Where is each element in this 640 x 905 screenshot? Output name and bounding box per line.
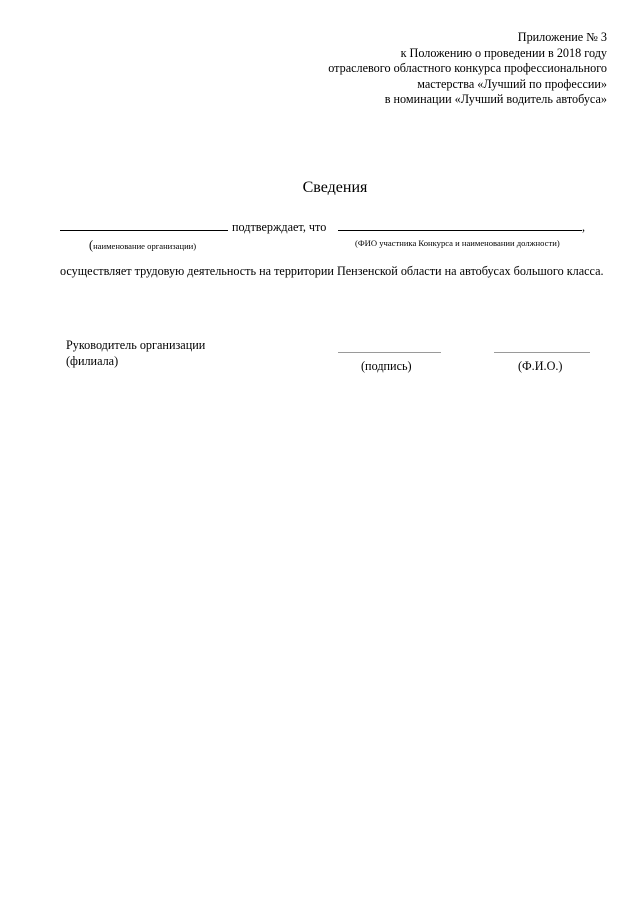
appendix-header <box>267 30 607 108</box>
signer-title-line-2: (филиала) <box>66 353 119 368</box>
organization-blank-line <box>60 230 228 231</box>
organization-caption-text: наименование организации) <box>93 241 197 251</box>
signature-blank-line <box>338 352 441 353</box>
header-line-4: мастерства «Лучший по профессии» <box>417 76 607 91</box>
document-title: Сведения <box>302 179 368 196</box>
participant-blank-line <box>338 230 582 231</box>
organization-caption-paren: ( <box>89 238 94 252</box>
signature-caption: (подпись) <box>361 359 412 373</box>
header-line-5: в номинации «Лучший водитель автобуса» <box>384 92 607 107</box>
participant-caption: (ФИО участника Конкурса и наименовании должности) <box>355 238 560 248</box>
form-comma: , <box>582 220 586 234</box>
confirms-text: подтверждает, что <box>232 220 327 234</box>
signer-title <box>66 338 205 369</box>
signer-title-line-1: Руководитель организации <box>66 338 206 352</box>
header-line-1: Приложение № 3 <box>517 30 607 44</box>
organization-caption <box>89 236 196 254</box>
name-blank-line <box>494 352 590 353</box>
header-line-3: отраслевого областного конкурса профессионального <box>328 61 607 76</box>
body-paragraph: осуществляет трудовую деятельность на территории Пензенской области на автобусах большого класса. <box>60 264 604 278</box>
name-caption: (Ф.И.О.) <box>518 359 563 373</box>
header-line-2: к Положению о проведении в 2018 году <box>400 45 607 60</box>
